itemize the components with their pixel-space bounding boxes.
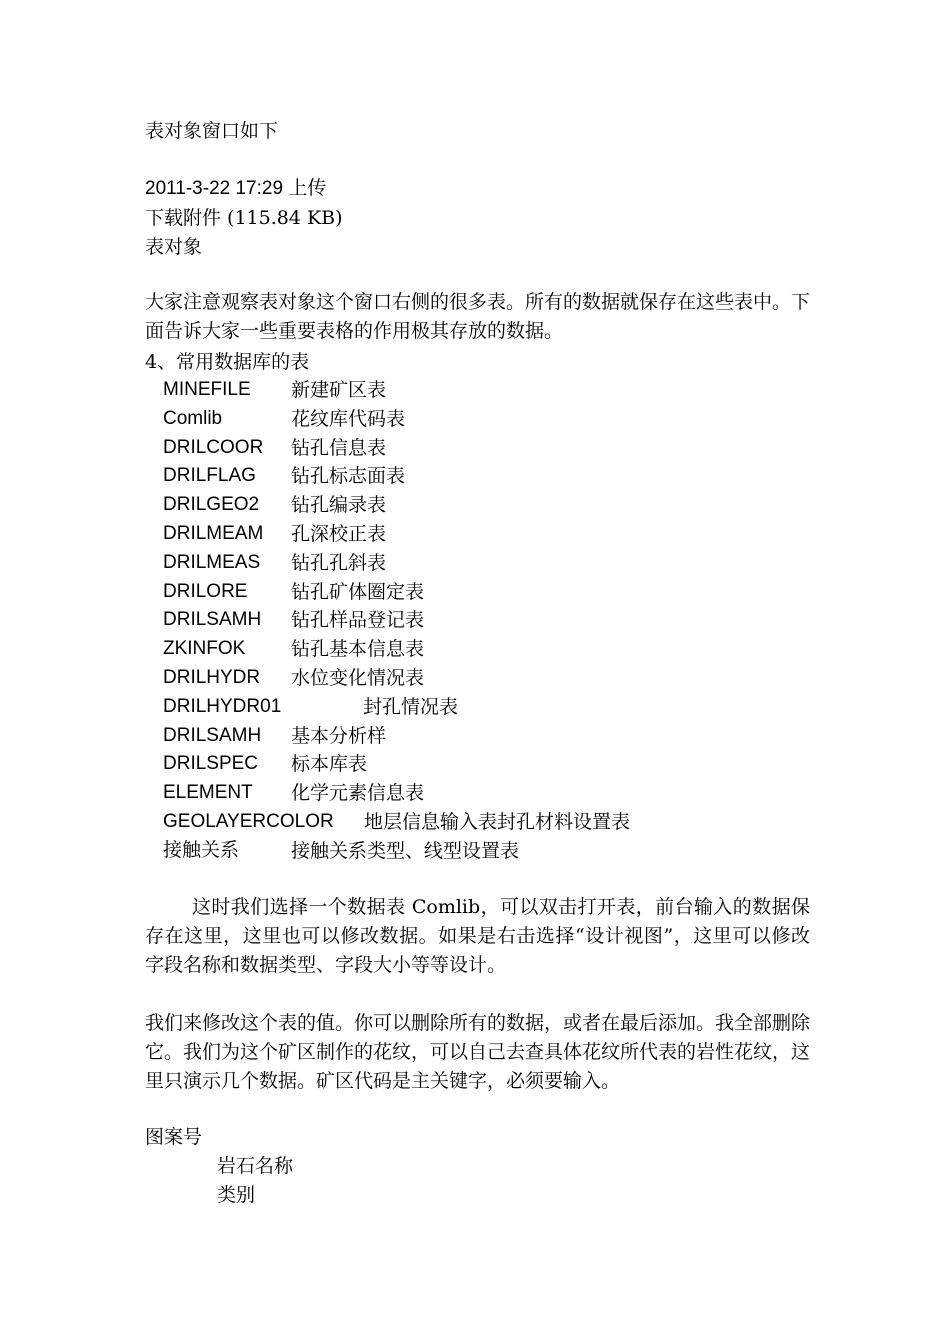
table-description: 标本库表 — [291, 753, 368, 776]
table-code: DRILHYDR01 — [163, 695, 282, 717]
table-description: 基本分析样 — [291, 724, 387, 747]
table-description: 孔深校正表 — [291, 523, 387, 545]
table-description: 钻孔信息表 — [291, 436, 387, 459]
table-description: 新建矿区表 — [291, 379, 387, 401]
table-code: DRILSAMH — [163, 724, 262, 746]
table-description: 钻孔矿体圈定表 — [291, 580, 425, 603]
table-description: 钻孔编录表 — [291, 494, 387, 517]
table-description: 水位变化情况表 — [291, 667, 425, 689]
table-code: DRILMEAM — [163, 523, 264, 544]
intro-text: 表对象窗口如下 — [145, 120, 279, 142]
table-description: 钻孔基本信息表 — [291, 638, 425, 661]
table-code: DRILGEO2 — [163, 494, 260, 516]
table-description: 地层信息输入表封孔材料设置表 — [364, 811, 631, 833]
table-code: DRILHYDR — [163, 667, 261, 688]
table-description: 钻孔标志面表 — [291, 465, 406, 488]
table-code: DRILFLAG — [163, 465, 256, 487]
upload-info: 2011-3-22 17:29 上传 — [145, 178, 327, 199]
table-code: Comlib — [163, 407, 223, 429]
table-description: 花纹库代码表 — [291, 407, 406, 430]
table-description: 封孔情况表 — [363, 695, 459, 718]
table-code: DRILORE — [163, 580, 248, 602]
field-label: 图案号 — [145, 1126, 203, 1148]
table-description: 化学元素信息表 — [291, 782, 425, 805]
modify-paragraph: 我们来修改这个表的值。你可以删除所有的数据，或者在最后添加。我全部删除它。我们为这个矿区制作的花纹，可以自己去查具体花纹所代表的岩性花纹，这里只演示几个数据。矿区代码是主关键字，必须要输入。 — [145, 1012, 811, 1092]
download-attachment-link[interactable]: 下载附件 (115.84 KB) — [145, 207, 343, 229]
table-code: DRILCOOR — [163, 436, 264, 458]
table-description: 钻孔样品登记表 — [291, 609, 425, 632]
table-code: DRILMEAS — [163, 551, 261, 573]
table-code: DRILSPEC — [163, 753, 259, 775]
field-item: 类别 — [217, 1184, 256, 1206]
table-code: GEOLAYERCOLOR — [163, 811, 334, 832]
table-code: 接触关系 — [163, 839, 240, 861]
image-caption: 表对象 — [145, 236, 203, 258]
table-code: DRILSAMH — [163, 609, 262, 631]
table-code: ZKINFOK — [163, 638, 246, 660]
comlib-paragraph: 这时我们选择一个数据表 Comlib，可以双击打开表，前台输入的数据保存在这里，这里也可以修改数据。如果是右击选择“设计视图”，这里可以修改字段名称和数据类型、字段大小等等设计。 — [145, 896, 810, 976]
table-description: 接触关系类型、线型设置表 — [291, 839, 520, 862]
section-title: 4、常用数据库的表 — [145, 351, 310, 373]
table-description: 钻孔孔斜表 — [291, 551, 387, 574]
table-code: ELEMENT — [163, 782, 253, 804]
intro-paragraph: 大家注意观察表对象这个窗口右侧的很多表。所有的数据就保存在这些表中。下面告诉大家一些重要表格的作用极其存放的数据。 — [145, 291, 811, 342]
field-item: 岩石名称 — [217, 1155, 294, 1177]
table-code: MINEFILE — [163, 379, 251, 400]
